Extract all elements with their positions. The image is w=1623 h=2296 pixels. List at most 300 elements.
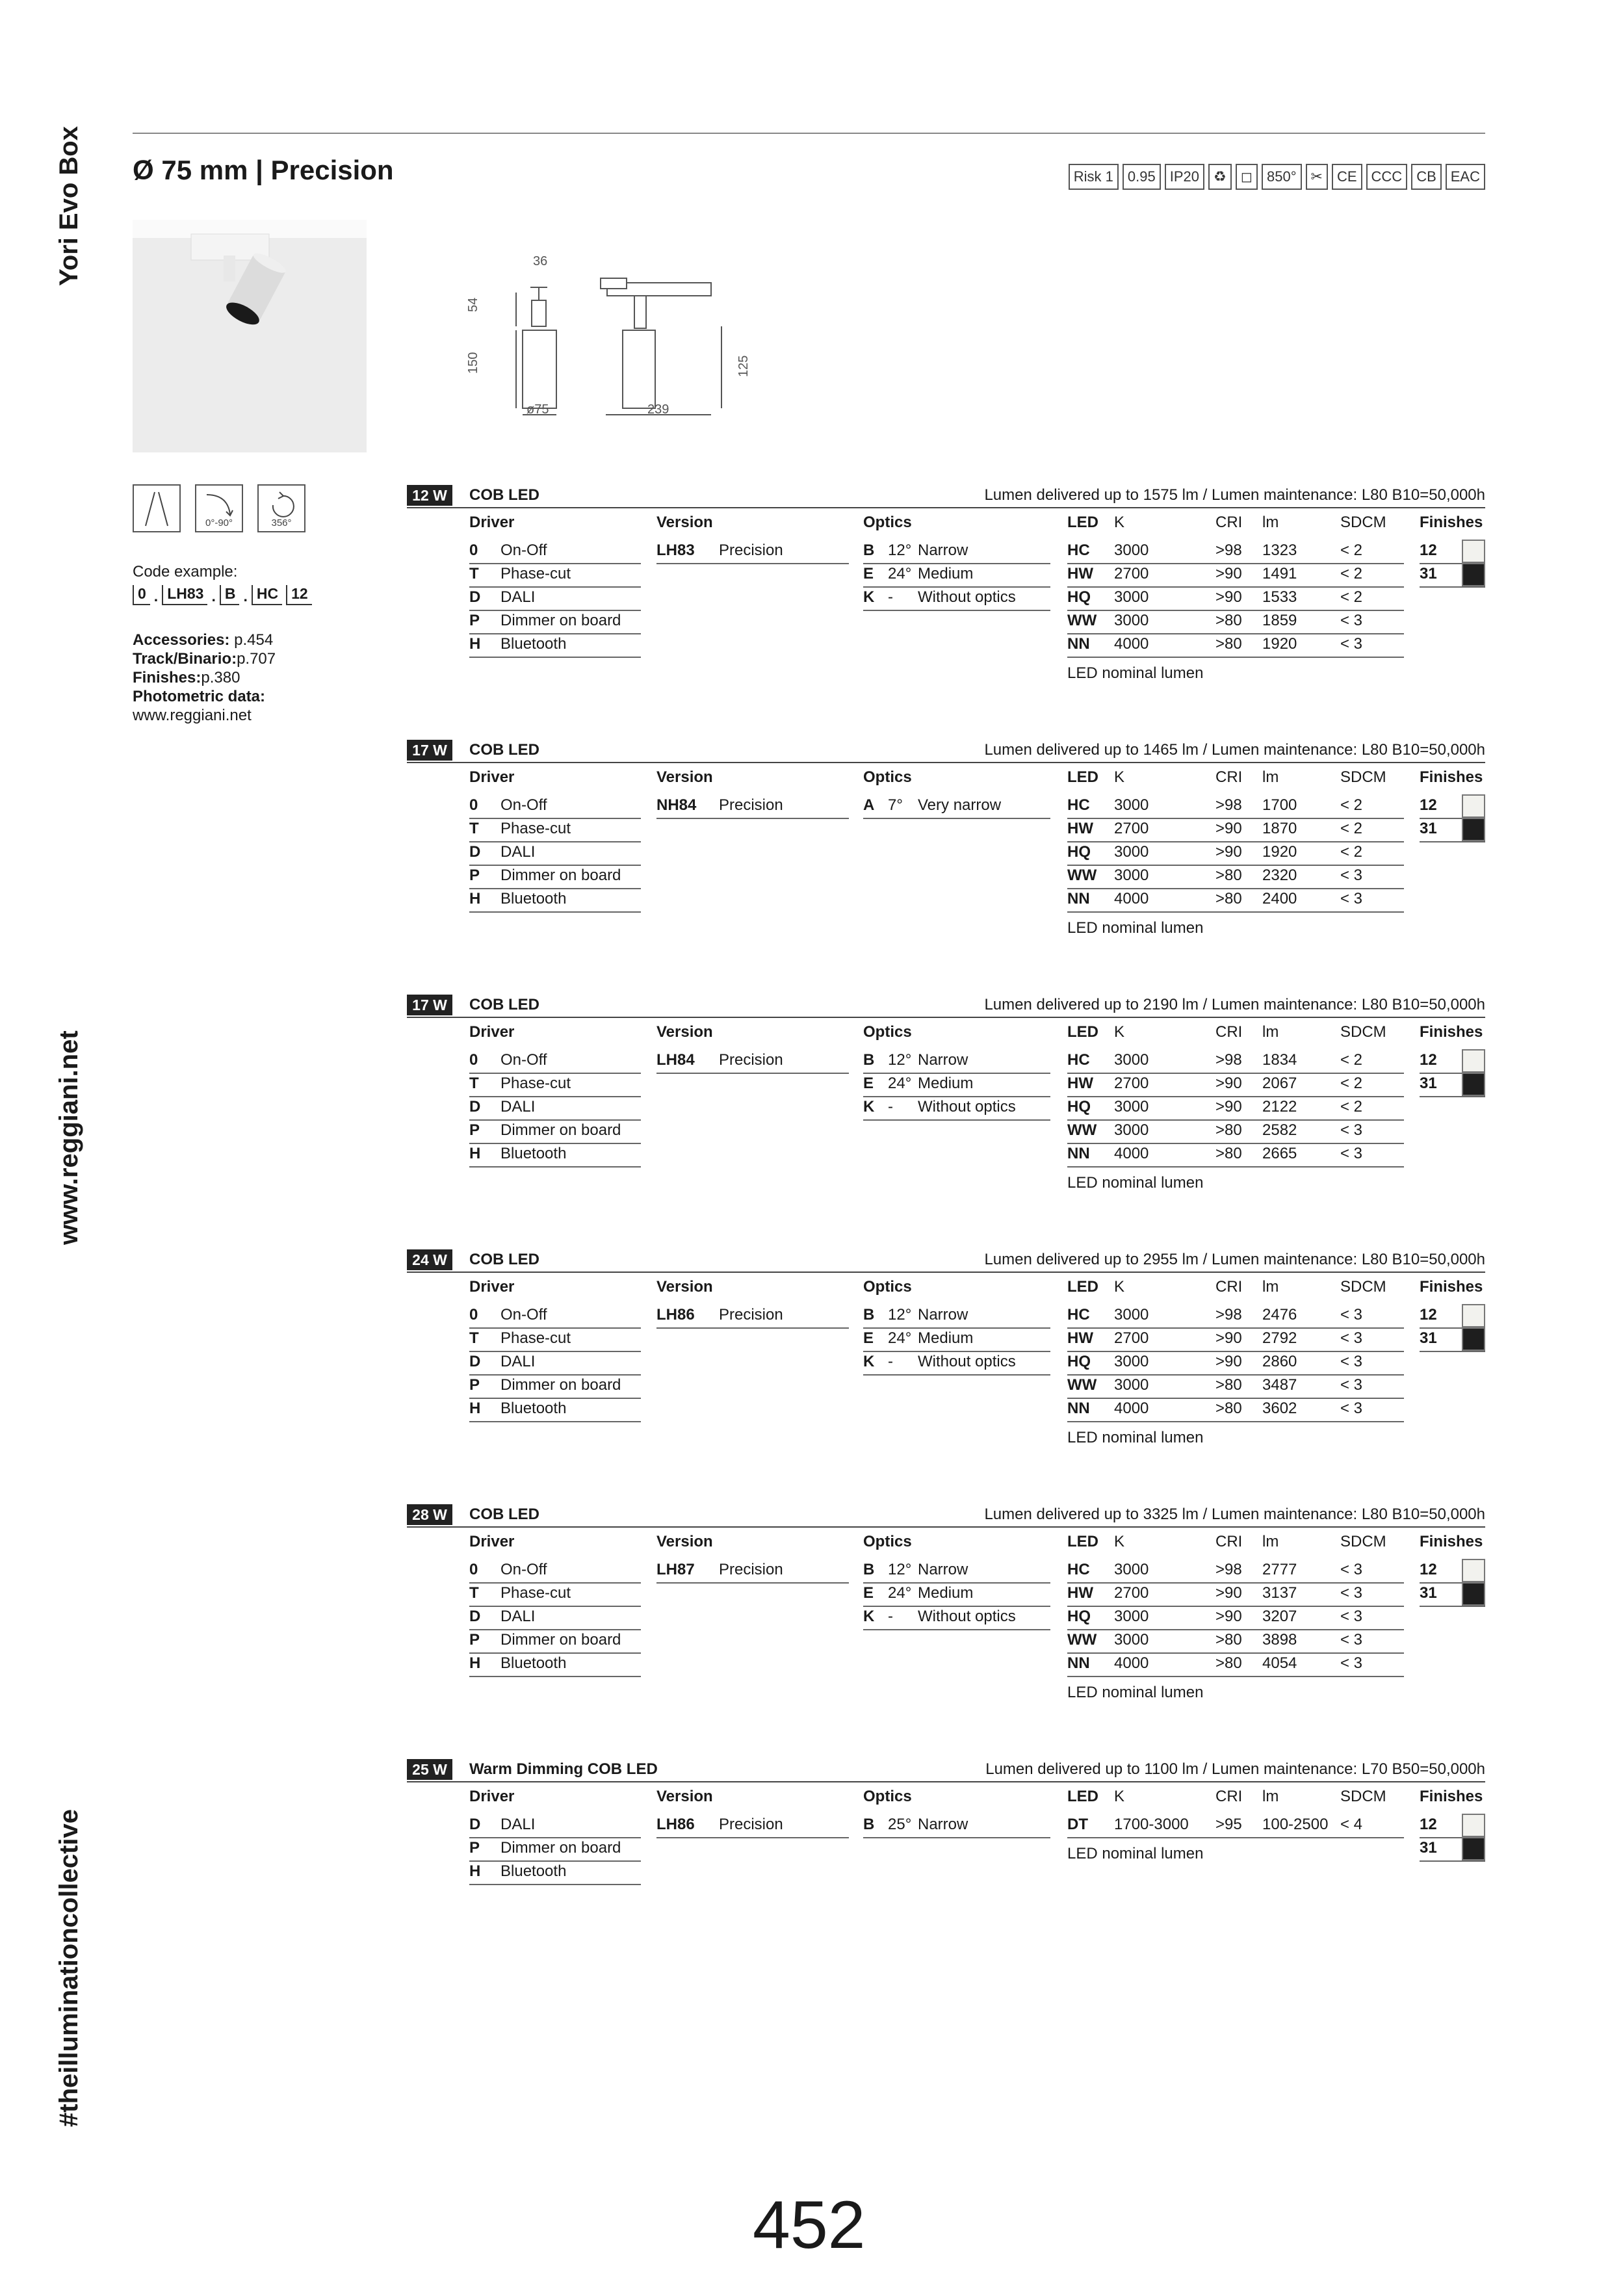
optics-row[interactable] (863, 1304, 1050, 1329)
driver-row[interactable] (469, 794, 641, 819)
driver-row[interactable] (469, 1351, 641, 1376)
led-kelvin: 3000 (1114, 867, 1149, 884)
led-lumen: 3207 (1262, 1608, 1297, 1625)
col-optics: Optics (863, 1278, 912, 1296)
led-cri: >98 (1215, 796, 1242, 814)
driver-name: Bluetooth (500, 1862, 567, 1880)
led-row[interactable] (1067, 1304, 1404, 1329)
optics-row[interactable] (863, 1049, 1050, 1074)
optics-angle: 12° (888, 541, 912, 559)
led-row[interactable] (1067, 586, 1404, 611)
driver-row[interactable] (469, 1837, 641, 1862)
version-row[interactable] (656, 1304, 849, 1329)
references (133, 631, 276, 725)
driver-row[interactable] (469, 1374, 641, 1399)
led-sdcm: < 2 (1340, 541, 1363, 559)
driver-name: DALI (500, 1816, 536, 1833)
col-led: LED (1067, 514, 1098, 531)
led-cri: >90 (1215, 843, 1242, 861)
driver-code: H (469, 635, 481, 653)
col-lm: lm (1262, 1788, 1279, 1805)
optics-row[interactable] (863, 794, 1050, 819)
col-version: Version (656, 1023, 713, 1041)
led-row[interactable] (1067, 818, 1404, 842)
driver-name: DALI (500, 1353, 536, 1370)
led-row[interactable] (1067, 841, 1404, 866)
optics-code: A (863, 796, 875, 814)
optics-row[interactable] (863, 540, 1050, 564)
optics-name: Narrow (918, 1051, 968, 1069)
col-sdcm: SDCM (1340, 1278, 1386, 1296)
finish-swatch-black (1462, 1327, 1485, 1351)
led-nominal-lumen-note: LED nominal lumen (1067, 1174, 1204, 1192)
col-lm: lm (1262, 1278, 1279, 1296)
driver-row[interactable] (469, 563, 641, 588)
driver-name: Bluetooth (500, 1654, 567, 1672)
led-nominal-lumen-note: LED nominal lumen (1067, 1429, 1204, 1446)
optics-name: Without optics (918, 1353, 1016, 1370)
driver-row[interactable] (469, 1143, 641, 1168)
led-lumen: 100-2500 (1262, 1816, 1329, 1833)
driver-code: H (469, 890, 481, 907)
finish-code: 12 (1420, 1561, 1437, 1578)
optics-code: B (863, 1051, 875, 1069)
finish-row[interactable] (1420, 1837, 1485, 1862)
driver-name: Bluetooth (500, 1145, 567, 1162)
cert-badge: CE (1332, 164, 1362, 190)
version-code: LH87 (656, 1561, 695, 1578)
driver-row[interactable] (469, 818, 641, 842)
led-kelvin: 3000 (1114, 541, 1149, 559)
led-code: HW (1067, 565, 1093, 582)
driver-name: Phase-cut (500, 1584, 571, 1602)
version-row[interactable] (656, 794, 849, 819)
cert-badge: EAC (1446, 164, 1485, 190)
led-nominal-lumen-note: LED nominal lumen (1067, 1845, 1204, 1862)
col-optics: Optics (863, 768, 912, 786)
led-kelvin: 2700 (1114, 1329, 1149, 1347)
driver-name: Bluetooth (500, 1400, 567, 1417)
driver-name: On-Off (500, 1306, 547, 1324)
led-sdcm: < 3 (1340, 1145, 1363, 1162)
led-sdcm: < 3 (1340, 1608, 1363, 1625)
led-row[interactable] (1067, 1119, 1404, 1144)
led-row[interactable] (1067, 1073, 1404, 1097)
led-code: NN (1067, 1400, 1090, 1417)
led-cri: >98 (1215, 1306, 1242, 1324)
finish-row[interactable] (1420, 1304, 1485, 1329)
spec-block-header (407, 1249, 1485, 1273)
led-lumen: 2777 (1262, 1561, 1297, 1578)
col-cri: CRI (1215, 768, 1243, 786)
track-spotlight-image (133, 220, 367, 452)
version-row[interactable] (656, 1049, 849, 1074)
col-led: LED (1067, 1533, 1098, 1550)
led-kelvin: 3000 (1114, 588, 1149, 606)
col-finishes: Finishes (1420, 514, 1483, 531)
driver-row[interactable] (469, 540, 641, 564)
wattage-badge: 24 W (407, 1249, 452, 1270)
spec-block-header (407, 995, 1485, 1018)
finish-swatch-white (1462, 540, 1485, 563)
led-cri: >90 (1215, 1353, 1242, 1370)
led-kelvin: 2700 (1114, 1584, 1149, 1602)
optics-code: K (863, 588, 875, 606)
version-name: Precision (719, 1306, 783, 1324)
optics-name: Without optics (918, 1608, 1016, 1625)
finish-code: 31 (1420, 1075, 1437, 1092)
col-sdcm: SDCM (1340, 514, 1386, 531)
led-row[interactable] (1067, 1398, 1404, 1422)
col-k: K (1114, 1788, 1125, 1805)
finish-row[interactable] (1420, 794, 1485, 819)
led-lumen: 1323 (1262, 541, 1297, 559)
cert-badge: ◻ (1236, 164, 1258, 190)
rotation-icon (257, 484, 305, 532)
driver-row[interactable] (469, 841, 641, 866)
track-page: p.707 (237, 650, 276, 668)
led-lumen: 2582 (1262, 1121, 1297, 1139)
driver-name: Phase-cut (500, 820, 571, 837)
finishes-page: p.380 (201, 669, 240, 686)
beam-icon (133, 484, 181, 532)
led-code: NN (1067, 890, 1090, 907)
led-code: HQ (1067, 843, 1091, 861)
led-cri: >80 (1215, 635, 1242, 653)
led-cri: >80 (1215, 867, 1242, 884)
driver-row[interactable] (469, 1096, 641, 1121)
col-driver: Driver (469, 1278, 515, 1296)
optics-code: B (863, 1306, 875, 1324)
finish-row[interactable] (1420, 1814, 1485, 1838)
optics-row[interactable] (863, 563, 1050, 588)
finish-row[interactable] (1420, 1073, 1485, 1097)
version-row[interactable] (656, 540, 849, 564)
accessories-page: p.454 (234, 631, 274, 649)
led-sdcm: < 2 (1340, 565, 1363, 582)
finish-swatch-black (1462, 818, 1485, 841)
col-optics: Optics (863, 1788, 912, 1805)
col-finishes: Finishes (1420, 1023, 1483, 1041)
driver-row[interactable] (469, 1559, 641, 1584)
led-kelvin: 3000 (1114, 1121, 1149, 1139)
led-cri: >80 (1215, 1654, 1242, 1672)
col-lm: lm (1262, 1533, 1279, 1550)
dimension-125: 125 (736, 355, 751, 377)
finish-row[interactable] (1420, 1327, 1485, 1352)
driver-name: On-Off (500, 541, 547, 559)
led-cri: >98 (1215, 541, 1242, 559)
lumen-delivered: Lumen delivered up to 1100 lm / Lumen maintenance: L70 B50=50,000h (985, 1760, 1485, 1778)
led-row[interactable] (1067, 1559, 1404, 1584)
col-driver: Driver (469, 768, 515, 786)
led-cri: >98 (1215, 1051, 1242, 1069)
driver-row[interactable] (469, 610, 641, 634)
col-k: K (1114, 768, 1125, 786)
led-row[interactable] (1067, 563, 1404, 588)
driver-row[interactable] (469, 1049, 641, 1074)
rotation-label: 356° (271, 517, 292, 528)
driver-code: D (469, 588, 481, 606)
led-row[interactable] (1067, 1582, 1404, 1607)
technical-drawing (448, 247, 786, 423)
col-sdcm: SDCM (1340, 1788, 1386, 1805)
wattage-badge: 25 W (407, 1759, 452, 1780)
led-nominal-lumen-note: LED nominal lumen (1067, 919, 1204, 937)
led-nominal-lumen-note: LED nominal lumen (1067, 664, 1204, 682)
driver-name: DALI (500, 843, 536, 861)
led-sdcm: < 3 (1340, 890, 1363, 907)
led-row[interactable] (1067, 540, 1404, 564)
finish-swatch-white (1462, 794, 1485, 818)
led-cri: >80 (1215, 1631, 1242, 1649)
led-cri: >80 (1215, 1121, 1242, 1139)
driver-code: P (469, 1631, 480, 1649)
led-kelvin: 3000 (1114, 843, 1149, 861)
spec-block-header (407, 1759, 1485, 1782)
finish-code: 12 (1420, 796, 1437, 814)
led-sdcm: < 3 (1340, 867, 1363, 884)
finishes-label: Finishes: (133, 669, 201, 686)
led-row[interactable] (1067, 794, 1404, 819)
optics-name: Narrow (918, 1306, 968, 1324)
driver-code: 0 (469, 1306, 478, 1324)
version-code: NH84 (656, 796, 697, 814)
version-code: LH84 (656, 1051, 695, 1069)
led-sdcm: < 3 (1340, 612, 1363, 629)
led-cri: >90 (1215, 565, 1242, 582)
led-sdcm: < 3 (1340, 1631, 1363, 1649)
spec-block (407, 1504, 1485, 1701)
driver-row[interactable] (469, 1119, 641, 1144)
optics-row[interactable] (863, 1606, 1050, 1630)
driver-code: 0 (469, 1051, 478, 1069)
optics-row[interactable] (863, 586, 1050, 611)
track-label: Track/Binario: (133, 650, 237, 668)
driver-row[interactable] (469, 1606, 641, 1630)
optics-name: Medium (918, 1584, 974, 1602)
driver-code: H (469, 1862, 481, 1880)
cert-badge: 0.95 (1123, 164, 1161, 190)
cert-badge: ✂ (1306, 164, 1328, 190)
spec-block-title: COB LED (469, 741, 539, 759)
led-sdcm: < 3 (1340, 1376, 1363, 1394)
optics-angle: 25° (888, 1816, 912, 1833)
top-rule (133, 133, 1485, 134)
driver-row[interactable] (469, 1327, 641, 1352)
led-kelvin: 3000 (1114, 1098, 1149, 1115)
led-kelvin: 4000 (1114, 1400, 1149, 1417)
led-code: HC (1067, 796, 1090, 814)
led-row[interactable] (1067, 1327, 1404, 1352)
led-row[interactable] (1067, 888, 1404, 913)
optics-angle: 24° (888, 565, 912, 582)
finish-swatch-white (1462, 1049, 1485, 1073)
led-kelvin: 2700 (1114, 565, 1149, 582)
driver-row[interactable] (469, 1398, 641, 1422)
led-code: HC (1067, 1561, 1090, 1578)
optics-name: Medium (918, 565, 974, 582)
led-lumen: 3898 (1262, 1631, 1297, 1649)
optics-row[interactable] (863, 1559, 1050, 1584)
optics-code: K (863, 1353, 875, 1370)
optics-code: B (863, 1816, 875, 1833)
led-row[interactable] (1067, 1814, 1404, 1838)
led-sdcm: < 2 (1340, 843, 1363, 861)
led-row[interactable] (1067, 865, 1404, 889)
photometric-website[interactable]: www.reggiani.net (133, 707, 252, 724)
finish-row[interactable] (1420, 1049, 1485, 1074)
led-kelvin: 2700 (1114, 820, 1149, 837)
led-code: DT (1067, 1816, 1088, 1833)
optics-angle: - (888, 588, 893, 606)
optics-code: E (863, 1075, 874, 1092)
dimension-36: 36 (533, 254, 548, 268)
led-lumen: 2400 (1262, 890, 1297, 907)
version-row[interactable] (656, 1559, 849, 1584)
col-driver: Driver (469, 1533, 515, 1550)
led-lumen: 4054 (1262, 1654, 1297, 1672)
led-row[interactable] (1067, 1143, 1404, 1168)
optics-angle: 24° (888, 1584, 912, 1602)
led-sdcm: < 2 (1340, 1098, 1363, 1115)
col-driver: Driver (469, 1788, 515, 1805)
led-row[interactable] (1067, 1049, 1404, 1074)
driver-row[interactable] (469, 888, 641, 913)
driver-row[interactable] (469, 865, 641, 889)
col-finishes: Finishes (1420, 1788, 1483, 1805)
driver-name: Dimmer on board (500, 1631, 621, 1649)
led-lumen: 1533 (1262, 588, 1297, 606)
finish-row[interactable] (1420, 1582, 1485, 1607)
col-lm: lm (1262, 514, 1279, 531)
col-optics: Optics (863, 1533, 912, 1550)
driver-name: DALI (500, 1608, 536, 1625)
led-row[interactable] (1067, 1096, 1404, 1121)
version-row[interactable] (656, 1814, 849, 1838)
led-cri: >80 (1215, 1145, 1242, 1162)
finish-code: 31 (1420, 1329, 1437, 1347)
driver-row[interactable] (469, 633, 641, 658)
driver-row[interactable] (469, 1304, 641, 1329)
optics-code: K (863, 1098, 875, 1115)
optics-row[interactable] (863, 1351, 1050, 1376)
spec-block (407, 485, 1485, 682)
col-finishes: Finishes (1420, 1533, 1483, 1550)
finish-swatch-white (1462, 1304, 1485, 1327)
driver-row[interactable] (469, 1073, 641, 1097)
finish-row[interactable] (1420, 563, 1485, 588)
driver-name: Phase-cut (500, 1329, 571, 1347)
spec-block-header (407, 485, 1485, 508)
optics-name: Medium (918, 1329, 974, 1347)
led-lumen: 2860 (1262, 1353, 1297, 1370)
col-cri: CRI (1215, 1278, 1243, 1296)
cert-badge: Risk 1 (1069, 164, 1119, 190)
led-row[interactable] (1067, 1652, 1404, 1677)
driver-name: Phase-cut (500, 1075, 571, 1092)
col-k: K (1114, 1533, 1125, 1550)
driver-name: Dimmer on board (500, 1121, 621, 1139)
col-k: K (1114, 1278, 1125, 1296)
led-row[interactable] (1067, 1374, 1404, 1399)
optics-row[interactable] (863, 1582, 1050, 1607)
driver-name: DALI (500, 1098, 536, 1115)
col-sdcm: SDCM (1340, 1023, 1386, 1041)
driver-name: Phase-cut (500, 565, 571, 582)
driver-name: Dimmer on board (500, 612, 621, 629)
led-sdcm: < 2 (1340, 588, 1363, 606)
driver-row[interactable] (469, 1582, 641, 1607)
led-lumen: 2476 (1262, 1306, 1297, 1324)
led-row[interactable] (1067, 1351, 1404, 1376)
led-lumen: 1834 (1262, 1051, 1297, 1069)
led-sdcm: < 3 (1340, 1353, 1363, 1370)
led-row[interactable] (1067, 610, 1404, 634)
col-version: Version (656, 1788, 713, 1805)
driver-code: T (469, 565, 479, 582)
finish-swatch-white (1462, 1559, 1485, 1582)
led-code: HC (1067, 1051, 1090, 1069)
driver-row[interactable] (469, 1652, 641, 1677)
led-cri: >90 (1215, 1098, 1242, 1115)
led-code: WW (1067, 1631, 1097, 1649)
driver-name: Dimmer on board (500, 867, 621, 884)
driver-row[interactable] (469, 1814, 641, 1838)
spec-block-title: Warm Dimming COB LED (469, 1760, 658, 1778)
led-code: NN (1067, 1145, 1090, 1162)
led-code: HQ (1067, 588, 1091, 606)
wattage-badge: 12 W (407, 485, 452, 506)
led-kelvin: 4000 (1114, 635, 1149, 653)
driver-row[interactable] (469, 1629, 641, 1654)
side-label-product: Yori Evo Box (55, 126, 83, 286)
driver-name: Dimmer on board (500, 1839, 621, 1857)
col-version: Version (656, 1278, 713, 1296)
version-name: Precision (719, 1051, 783, 1069)
led-kelvin: 3000 (1114, 1051, 1149, 1069)
code-part-finish: 12 (286, 585, 312, 605)
led-lumen: 2122 (1262, 1098, 1297, 1115)
finish-row[interactable] (1420, 540, 1485, 564)
driver-row[interactable] (469, 1860, 641, 1885)
led-row[interactable] (1067, 1629, 1404, 1654)
led-row[interactable] (1067, 1606, 1404, 1630)
optics-row[interactable] (863, 1073, 1050, 1097)
led-lumen: 2665 (1262, 1145, 1297, 1162)
optics-angle: - (888, 1353, 893, 1370)
col-k: K (1114, 514, 1125, 531)
finish-row[interactable] (1420, 1559, 1485, 1584)
optics-row[interactable] (863, 1327, 1050, 1352)
led-code: HQ (1067, 1608, 1091, 1625)
driver-row[interactable] (469, 586, 641, 611)
led-lumen: 1870 (1262, 820, 1297, 837)
version-code: LH86 (656, 1816, 695, 1833)
finish-row[interactable] (1420, 818, 1485, 842)
led-row[interactable] (1067, 633, 1404, 658)
led-sdcm: < 3 (1340, 1561, 1363, 1578)
dimension-239: 239 (647, 402, 669, 417)
lumen-delivered: Lumen delivered up to 2190 lm / Lumen maintenance: L80 B10=50,000h (984, 996, 1485, 1013)
optics-row[interactable] (863, 1814, 1050, 1838)
optics-row[interactable] (863, 1096, 1050, 1121)
led-code: NN (1067, 1654, 1090, 1672)
led-kelvin: 3000 (1114, 1608, 1149, 1625)
optics-name: Without optics (918, 588, 1016, 606)
photometric-label: Photometric data: (133, 688, 266, 705)
driver-code: D (469, 1816, 481, 1833)
